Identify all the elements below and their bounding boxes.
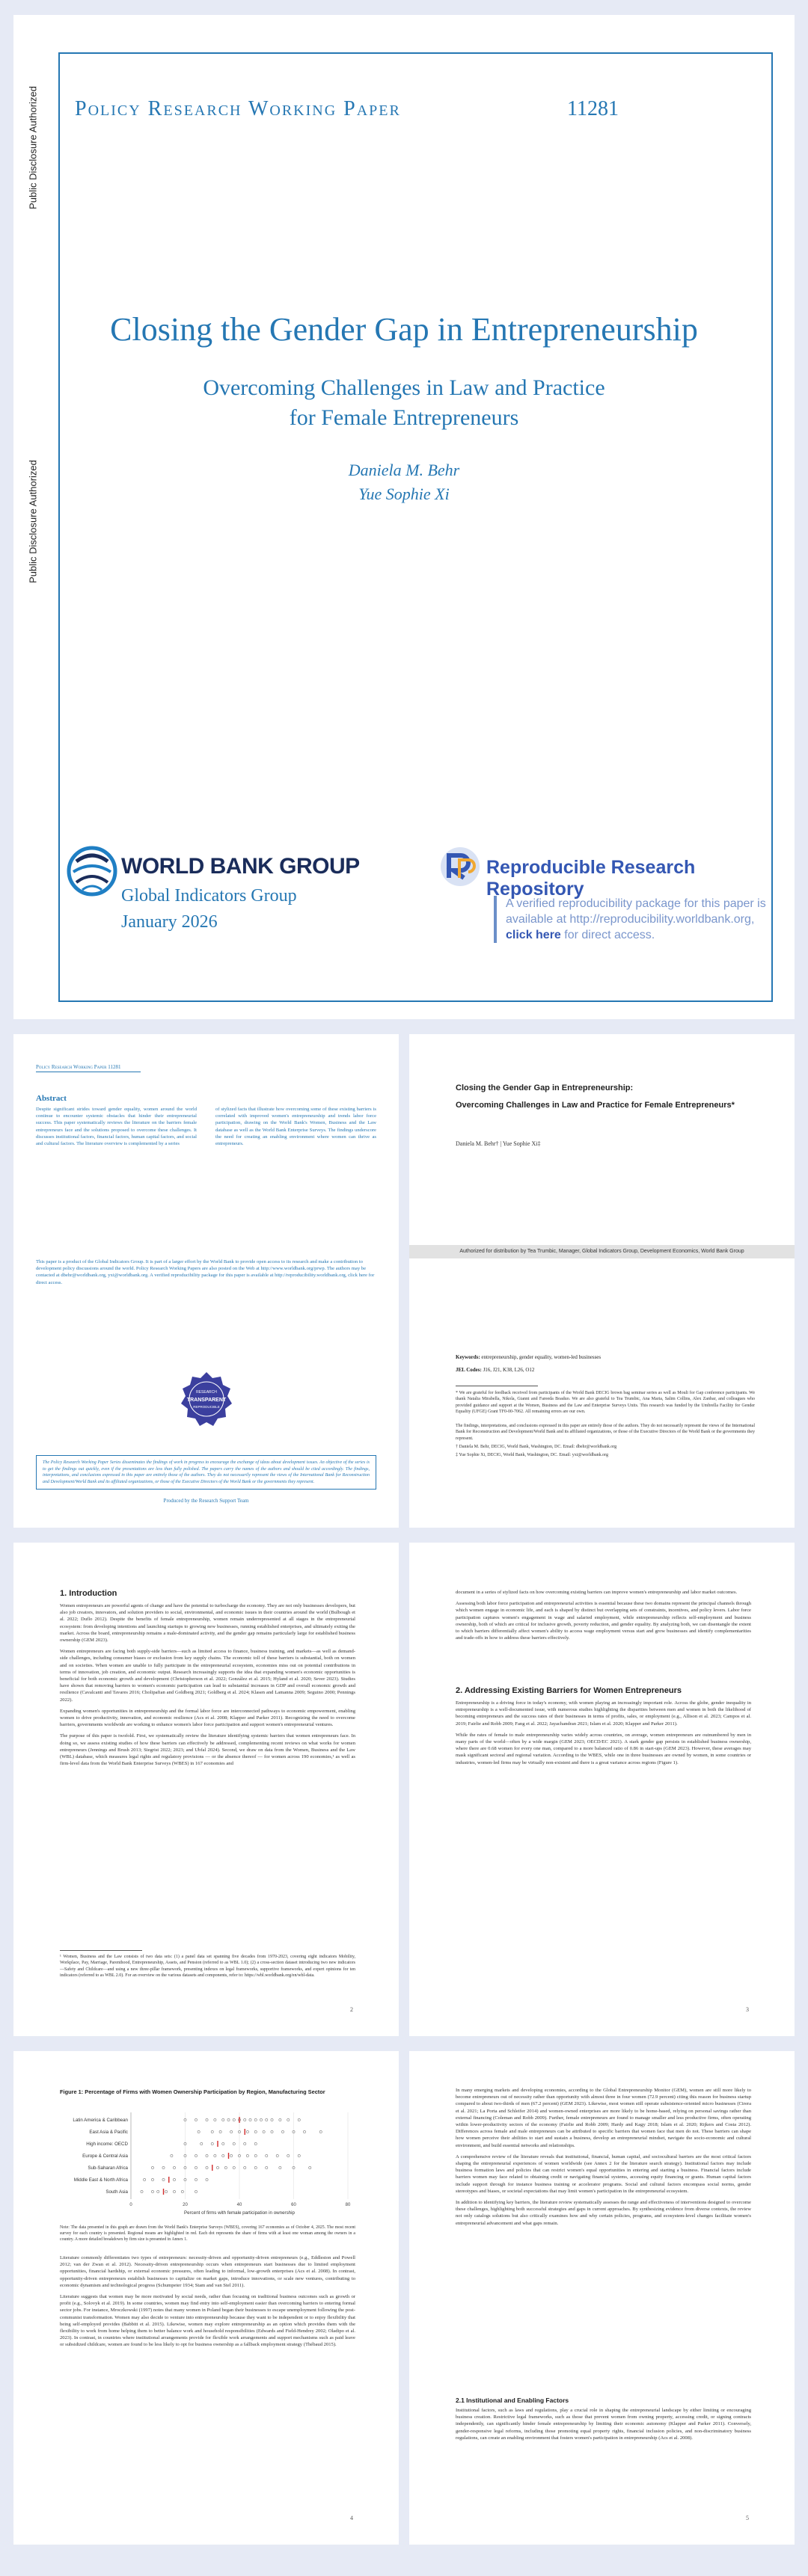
product-note: This paper is a product of the Global Indicators Group. It is part of a larger effort by the World Bank to provide open access to its research and make a contribution to development policy discussions around the world. Policy Research Working Papers are also posted on the Web at http://www.worldbank.org/prwp. The authors may be contacted at dbehr@worldbank.org, yxi@worldbank.org. A verified reproducibility package for this paper is available at http://reproducibility.worldbank.org, click here for direct access. xyxy=(36,1259,375,1285)
data-point xyxy=(254,2142,257,2145)
data-point xyxy=(171,2154,173,2157)
reproducibility-link[interactable]: click here xyxy=(506,929,561,941)
abstract-heading: Abstract xyxy=(36,1094,67,1103)
data-point xyxy=(206,2178,208,2180)
data-point xyxy=(254,2130,257,2133)
page-3 xyxy=(409,1543,795,2036)
data-point xyxy=(233,2166,235,2168)
paper-subtitle-line2: for Female Entrepreneurs xyxy=(289,405,519,430)
data-point xyxy=(260,2118,262,2121)
paper-number: 11281 xyxy=(567,97,619,120)
data-point xyxy=(246,2130,248,2133)
paper-title: Closing the Gender Gap in Entrepreneurship xyxy=(110,311,698,348)
x-tick-label: 20 xyxy=(183,2203,188,2207)
data-point xyxy=(181,2190,183,2192)
data-point xyxy=(319,2130,322,2133)
data-point xyxy=(198,2130,200,2133)
paragraph: Assessing both labor force participation and entrepreneurial activities is essential because these two domains represent the principal channels through which women engage in economic life, and each is shaped by distinct but overlapping sets of constraints, incentives, and policy levers. Labor force participation captures women's engagement in wage and salaried employment, while entrepreneurship reflects self-employment and business ownership, both of which are critical for inclusive growth, poverty reduction, and gender equality. By analyzing both, we can disentangle the extent to which barriers differentially affect women's ability to access wage employment versus start and grow businesses and identify complementarities and trade-offs in how to address these barriers effectively. xyxy=(456,1601,751,1641)
footnote: ¹ Women, Business and the Law consists of two data sets: (1) a panel data set spanning five decades from 1970-2023, covering eight indicators Mobility, Workplace, Pay, Marriage, Parenthood, Entrepreneurship, Assets, and Pension (referred to as WBL 1.0); (2) a cross-section dataset introducing two new indicators—Safety and Childcare—and using a new three-pillar framework, presenting indexes on legal frameworks, supportive frameworks, and expert opinions for ten indicators (referred to as WBL 2.0). For an overview on the various datasets and components, refer to: https://wbl.worldbank.org/en/wbl-data. xyxy=(60,1955,355,1979)
paragraph: Expanding women's opportunities in entrepreneurship and the formal labor force are interconnected pathways to economic empowerment, enabling women to drive productivity, innovation, and economic resilience (Acs et al. 2008; Klapper and Parker 2011). Recognizing the need to overcome barriers, governments worldwide are working to enhance women's labor force participation and support women's entrepreneurial ventures. xyxy=(60,1708,355,1728)
data-point xyxy=(303,2130,305,2133)
data-point xyxy=(216,2166,218,2168)
body-text-bottom xyxy=(456,1700,751,1771)
footnote-rule xyxy=(60,1950,142,1951)
paragraph: In many emerging markets and developing economies, according to the Global Entrepreneurship Monitor (GEM), women are still more likely to become entrepreneurs out of necessity rather than opportunity with almost three in four women (72.9 percent) citing this reason for business startup compared to about two-thirds of men (67.2 percent) (GEM 2023). Likewise, most women still operate subsistence-oriented micro businesses (Cirera et al. 2021; La Porta and Schleifer 2014) and women-owned enterprises are more likely to be home-based, relying on personal savings rather than external financing (Coleman and Robb 2009). Further, female entrepreneurs are found to manage smaller and less productive firms, often operating within lower-productivity sectors of the economy (Fairlie and Robb 2009; Hardy and Kagy 2018; Islam et al. 2020; Rijkers and Costa 2012). Differences across female and male entrepreneurs can be attributed to specific barriers that women face that men do not. These barriers can shape how women perceive their abilities to start and sustain a business, develop an entrepreneurial mindset, navigate the socio-economic and cultural environment, and build essential networks and relationships. xyxy=(456,2088,751,2148)
data-point xyxy=(298,2118,300,2121)
reproducibility-text-end: for direct access. xyxy=(560,929,655,941)
category-label: South Asia xyxy=(105,2189,128,2195)
series-title: Policy Research Working Paper xyxy=(75,97,401,120)
body-text xyxy=(60,2254,355,2353)
figure-title: Figure 1: Percentage of Firms with Women Ownership Participation by Region, Manufacturing Sector xyxy=(60,2088,325,2095)
paragraph: Women entrepreneurs are powerful agents of change and have the potential to turbocharge the economy. They are not only businesses developers, but also job creators, innovators, and solution providers to social, environmental, and economic issues in their countries around the world (Bulbough et al. 2022; Duflo 2012). Despite the benefits of female entrepreneurship, women remain underrepresented at all stages in the entrepreneurial ecosystem: from developing intentions and launching startups to growing new businesses, running established enterprises, and ultimately exiting the market. Across the board, entrepreneurship remains a male-dominated activity, and the gender gap remains particularly large for established business ownership (GEM 2023). xyxy=(60,1603,355,1644)
data-point xyxy=(271,2118,273,2121)
data-point xyxy=(157,2190,159,2192)
paragraph: The purpose of this paper is twofold. First, we systematically review the literature identifying systemic barriers that women entrepreneurs face. In doing so, we assess existing studies of how these barriers can effectively be addressed, complementing recent reviews on what works for women entrepreneurs (Jennings and Brush 2013; Siegrist 2022; 2023; and Ubfal 2024). Second, we draw on data from the Women, Business and the Law (WBL) database, which measures legal rights and regulatory provisions — or the absence thereof — for women across 190 economies,¹ as well as firm-level data from the World Bank Enterprise Surveys (WBES) in 167 economies and xyxy=(60,1733,355,1767)
data-point xyxy=(287,2154,290,2157)
data-point xyxy=(279,2166,281,2168)
page-4 xyxy=(13,2051,399,2545)
reproducibility-note xyxy=(494,896,778,943)
data-point xyxy=(222,2142,224,2145)
data-point xyxy=(309,2166,311,2168)
publication-date: January 2026 xyxy=(121,912,218,932)
disclosure-label-bottom: Public Disclosure Authorized xyxy=(27,460,39,583)
data-point xyxy=(173,2166,175,2168)
data-point xyxy=(173,2190,175,2192)
paragraph: Women entrepreneurs are facing both supply-side barriers—such as limited access to finance, business training, and markets—as well as demand-side challenges, including consumer biases or exclusion from key supply chains. The economic toll of these barriers is substantial, both on women and on societies. When women are unable to fully participate in the entrepreneurial ecosystem, economies miss out on potential contributions in terms of innovation, job creation, and economic output. Research increasingly supports the idea that expanding women's economic opportunities is beneficial for both economic growth and development (Christopherson et al. 2022; González et al. 2015; Hyland et al. 2020; Sever 2023). Studies have shown that removing barriers to women's economic participation can lead to substantial increases in GDP and overall economic growth and resilience (Cavalcanti and Tavares 2016; Cholipafian and Goldberg 2021; Goldberg et al. 2024; Klasen and Lamanna 2009; Seguino 2000; Pennings 2022). xyxy=(60,1649,355,1703)
data-point xyxy=(195,2154,197,2157)
section-heading-introduction: 1. Introduction xyxy=(60,1589,117,1598)
disclaimer-box: The Policy Research Working Paper Series disseminates the findings of work in progress to encourage the exchange of ideas about development issues. An objective of the series is to get the findings out quickly, even if the presentations are less than fully polished. The papers carry the names of the authors and should be cited accordingly. The findings, interpretations, and conclusions expressed in this paper are entirely those of the authors. They do not necessarily represent the views of the International Bank for Reconstruction and Development/World Bank and its affiliated organizations, or those of the Executive Directors of the World Bank or the governments they represent. xyxy=(36,1455,376,1490)
x-tick-label: 60 xyxy=(291,2203,296,2207)
category-label: Sub-Saharan Africa xyxy=(88,2165,128,2171)
category-label: Europe & Central Asia xyxy=(82,2154,128,2159)
data-point xyxy=(214,2154,216,2157)
body-text-top xyxy=(456,2087,751,2231)
data-point xyxy=(276,2154,278,2157)
data-point xyxy=(254,2118,257,2121)
x-tick-label: 80 xyxy=(345,2203,351,2207)
category-label: High income: OECD xyxy=(86,2142,128,2147)
jel-value: J16, J21, K38, L26, O12 xyxy=(481,1367,535,1373)
data-point xyxy=(266,2166,268,2168)
data-point xyxy=(162,2166,165,2168)
data-point xyxy=(211,2130,213,2133)
seal-text-top: RESEARCH xyxy=(196,1390,217,1395)
world-bank-logo-icon xyxy=(66,845,118,897)
author-1: Daniela M. Behr xyxy=(348,461,460,479)
paragraph: A comprehensive review of the literature reveals that institutional, financial, human capital, and sociocultural barriers are the most critical factors shaping the entrepreneurial experiences of women worldwide (see Annex 2 for the literature search strategy). Institutional factors may include business formation laws and policies that can restrict women's equal opportunities in entering and starting a business. Financial factors include barriers women may face related to obtaining credit or navigating financial systems, accessing equity financing or grants. Human capital factors include support through for instance business training or accelerator programs. Social and cultural factors encompass social norms, gender stereotypes and biases, or societal expectations that may limit women's participation in the entrepreneurial ecosystem. xyxy=(456,2154,751,2194)
data-point xyxy=(141,2190,143,2192)
data-point xyxy=(206,2154,208,2157)
body-text xyxy=(60,1602,355,1771)
data-point xyxy=(211,2142,213,2145)
author-2: Yue Sophie Xi xyxy=(358,485,450,503)
figure-note: Note: The data presented in this graph are drawn from the World Bank's Enterprise Surveys (WBES), covering 167 economies as of October 4, 2025. The most recent survey for each country is presented. Regional means are highlighted in red. Each dot represents the share of firms with at least one woman among the owners in a country. A more detailed breakdown by firm size is presented in Annex 1. xyxy=(60,2225,355,2242)
data-point xyxy=(249,2118,251,2121)
cover-page xyxy=(13,15,795,1019)
department-name: Global Indicators Group xyxy=(121,886,297,906)
data-point xyxy=(201,2142,203,2145)
page-number: 2 xyxy=(350,2006,353,2013)
keywords-value: entrepreneurship, gender equality, women-led businesses xyxy=(480,1354,602,1360)
data-point xyxy=(219,2130,221,2133)
figure-1-chart xyxy=(60,2109,355,2222)
authorization-band: Authorized for distribution by Tea Trumbic, Manager, Global Indicators Group, Development Economics, World Bank Group xyxy=(409,1245,795,1258)
paragraph: Institutional factors, such as laws and regulations, play a crucial role in shaping the entrepreneurial landscape by either limiting or encouraging business creation. Restrictive legal frameworks, such as those that prevent women from owning property, accessing credit, or signing contracts independently, can significantly hinder female entrepreneurship by limiting their economic autonomy (Klapper and Parker 2011). Conversely, gender-responsive legal reforms, including those promoting equal property rights, financial inclusion policies, and non-discriminatory business regulations, can create an enabling environment that fosters women's participation in entrepreneurship (Acs et al. 2008). xyxy=(456,2408,751,2441)
paper-subtitle-line1: Overcoming Challenges in Law and Practice xyxy=(203,375,605,400)
data-point xyxy=(271,2130,273,2133)
data-point xyxy=(244,2118,246,2121)
data-point xyxy=(298,2154,300,2157)
abstract-column-right: of stylized facts that illustrate how overcoming some of these existing barriers is correlated with improved women's entrepreneurship and trends labor force participation, drawing on the World Bank's Women, Business and the Law database as well as the World Bank Enterprise Surveys. The findings underscore the need for creating an enabling environment where women can thrive as entrepreneurs. xyxy=(215,1107,376,1147)
seal-text-bottom: REPRODUCIBLE xyxy=(193,1405,220,1409)
paragraph: document in a series of stylized facts on how overcoming existing barriers can improve women's entrepreneurship and labor market outcomes. xyxy=(456,1590,738,1595)
title-page xyxy=(409,1034,795,1528)
keywords xyxy=(456,1354,755,1360)
data-point xyxy=(254,2154,257,2157)
data-point xyxy=(266,2118,268,2121)
paragraph: Literature commonly differentiates two types of entrepreneurs: necessity-driven and opportunity-driven entrepreneurs (e.g., Eddleston and Powell 2012; van der Zwan et al. 2012). Necessity-driven entrepreneurship occurs when entrepreneurs start businesses due to limited employment opportunities, financial hardship, or external economic pressures, often leading to informal, low-growth enterprises (Acs et al. 2008). In contrast, opportunity-driven entrepreneurs establish businesses to capitalize on market gaps, introduce innovations, or scale new ventures, contributing to economic dynamism and technological progress (Schumpeter 1934; Stam and van Stel 2011). xyxy=(60,2255,355,2288)
seal-text-middle: TRANSPARENT xyxy=(186,1398,227,1403)
category-label: Latin America & Caribbean xyxy=(73,2118,128,2123)
data-point xyxy=(287,2118,290,2121)
page-5 xyxy=(409,2051,795,2545)
x-tick-label: 40 xyxy=(236,2203,242,2207)
abstract-page xyxy=(13,1034,399,1528)
page-2 xyxy=(13,1543,399,2036)
page-number: 3 xyxy=(746,2006,749,2013)
paragraph: Literature suggests that women may be more motivated by social needs, rather than focusing on traditional business outcomes such as growth or profit (e.g., Solovyk et al. 2019). In some countries, women may find entry into self-employment easier than overcoming barriers to entering formal sector jobs. For instance, Mroczkowski (1997) notes that many women in Poland began their businesses to escape unemployment following the post-communist transformation. Women may also decide to venture into entrepreneurship because they want to be independent or to enjoy flexibility that being self-employed provides (Babbitt et al. 2015). Likewise, women may explore entrepreneurship as an option which provides them with the flexibility to work from home helping them to better balance work and household responsibilities (Edwards and Field-Hendrey 2002; Oladipo et al. 2023). In contrast, in countries where institutional arrangements provide for flexible work arrangements and support mechanisms such as paid leave or subsidized childcare, women are found to be less likely to opt for business ownership as a fallback employment strategy (Thébaud 2015). xyxy=(60,2294,355,2348)
x-axis-label: Percent of firms with female participation in ownership xyxy=(184,2210,295,2216)
produced-by: Produced by the Research Support Team xyxy=(163,1498,249,1504)
data-point xyxy=(222,2118,224,2121)
category-label: East Asia & Pacific xyxy=(89,2130,128,2135)
data-point xyxy=(244,2166,246,2168)
section-heading-barriers: 2. Addressing Existing Barriers for Women Entrepreneurs xyxy=(456,1686,682,1695)
data-point xyxy=(254,2166,257,2168)
title-line-1: Closing the Gender Gap in Entrepreneurship: xyxy=(456,1083,634,1092)
data-point xyxy=(230,2130,233,2133)
data-point xyxy=(151,2190,153,2192)
reproducible-repository-logo-icon xyxy=(438,845,482,888)
paragraph: Entrepreneurship is a driving force in today's economy, with women playing an increasingly important role. Across the globe, gender inequality in entrepreneurship is a well-documented issue, with numerous studies highlighting the disparities between men and women in both the likelihood of becoming entrepreneurs and the success rates of their businesses in terms of profits, sales, or employment (e.g., Allison et al. 2023; Campos et al. 2019; Fairlie and Robb 2009; Fang et al. 2022; Jayachandran 2021; Islam et al. 2020; Klapper and Parker 2011). xyxy=(456,1700,751,1727)
disclaimer-footnote: The findings, interpretations, and conclusions expressed in this paper are entirely those of the authors. They do not necessarily represent the views of the International Bank for Reconstruction and Development/World Bank and its affiliated organizations, or those of the Executive Directors of the World Bank or the governments they represent. xyxy=(456,1424,755,1441)
jel-label: JEL Codes: xyxy=(456,1367,482,1373)
series-header: Policy Research Working Paper 11281 xyxy=(36,1064,141,1072)
data-point xyxy=(195,2178,197,2180)
keywords-label: Keywords: xyxy=(456,1354,480,1360)
repository-name: Reproducible Research Repository xyxy=(486,857,696,900)
subsection-heading: 2.1 Institutional and Enabling Factors xyxy=(456,2397,569,2404)
category-label: Middle East & North Africa xyxy=(73,2177,128,2183)
title-block xyxy=(456,1083,755,1111)
data-point xyxy=(233,2118,235,2121)
data-point xyxy=(195,2190,197,2192)
data-point xyxy=(230,2154,233,2157)
data-point xyxy=(214,2118,216,2121)
data-point xyxy=(244,2142,246,2145)
transparent-seal-icon xyxy=(177,1371,236,1430)
data-point xyxy=(279,2118,281,2121)
data-point xyxy=(206,2118,208,2121)
page-number: 4 xyxy=(350,2515,353,2521)
data-point xyxy=(224,2166,227,2168)
data-point xyxy=(227,2118,230,2121)
data-point xyxy=(206,2166,208,2168)
data-point xyxy=(233,2142,235,2145)
jel-codes xyxy=(456,1367,755,1373)
data-point xyxy=(151,2166,153,2168)
data-point xyxy=(162,2178,165,2180)
data-point xyxy=(195,2166,197,2168)
body-text-top xyxy=(456,1589,751,1646)
title-line-2: Overcoming Challenges in Law and Practice for Female Entrepreneurs* xyxy=(456,1101,735,1110)
body-text-bottom xyxy=(456,2407,751,2446)
page-number: 5 xyxy=(746,2515,749,2521)
disclosure-label-top: Public Disclosure Authorized xyxy=(27,86,39,209)
data-point xyxy=(266,2154,268,2157)
author-1-footnote: † Daniela M. Behr, DECIG, World Bank, Washington, DC. Email: dbehr@worldbank.org xyxy=(456,1445,617,1449)
paragraph: In addition to identifying key barriers, the literature review systematically assesses the range and effectiveness of interventions designed to overcome these challenges, highlighting both successful strategies and gaps in current approaches. By synthesizing evidence from diverse contexts, the review not only catalogs solutions but also critically examines how and why certain policies, programs, and ecosystem-level changes facilitate women's entrepreneurial advancement and what gaps remain. xyxy=(456,2200,751,2226)
data-point xyxy=(246,2154,248,2157)
data-point xyxy=(222,2154,224,2157)
data-point xyxy=(173,2178,175,2180)
data-point xyxy=(263,2130,265,2133)
abstract-column-left: Despite significant strides toward gender equality, women around the world continue to encounter systemic obstacles that hinder their entrepreneurial success. This paper systematically reviews the literature on the barriers female entrepreneurs face and the solutions proposed to overcome these challenges. It discusses institutional factors, financial factors, human capital factors, and social and cultural factors. The literature overview is complemented by a series xyxy=(36,1107,197,1147)
author-2-footnote: ‡ Yue Sophie Xi, DECIG, World Bank, Washington, DC. Email: yxi@worldbank.org xyxy=(456,1453,608,1457)
data-point xyxy=(195,2118,197,2121)
x-tick-label: 0 xyxy=(129,2203,132,2207)
authors-line: Daniela M. Behr† | Yue Sophie Xi‡ xyxy=(456,1140,541,1147)
world-bank-group-name: WORLD BANK GROUP xyxy=(121,854,360,879)
data-point xyxy=(165,2190,168,2192)
data-point xyxy=(151,2178,153,2180)
data-point xyxy=(144,2178,146,2180)
data-point xyxy=(281,2130,284,2133)
acknowledgement-footnote: * We are grateful for feedback received from participants of the World Bank DECIG brown bag seminar series as well as Mouli for Gap conference participants. We thank Natalia Mirabella, Nikola, Gianni and Fareeda Boaduo. We are also grateful to Tea Trumbic, Ana Maria, Salim Collins, Alex Zanbar, and colleagues who provided guidance and support at the Women, Business and the Law and Enterprise Surveys Units. This research was funded by the Umbrella Facility for Gender Equality (UFGE) Grant TF0-00-7062. All remaining errors are our own. xyxy=(456,1391,755,1415)
reproducibility-text: A verified reproducibility package for this paper is available at http://reproducibility.worldbank.org, xyxy=(506,897,766,926)
paragraph: While the rates of female to male entrepreneurship varies widely across countries, on average, women entrepreneurs are outnumbered by men in many parts of the world—often by a wide margin (GEM 2023; OECD/EC 2021). A stark gender gap persists in established business ownership, where there are 0.68 women for every one man, compared to a more balanced ratio of 0.86 in start-ups (GEM 2023). However, these averages may mask significant sectoral and regional variation. According to the WBES, while one in three businesses are owned by women, in some countries or industries, women-led firms may be virtually non-existent and there is a great variance across regions (Figure 1). xyxy=(456,1732,751,1765)
